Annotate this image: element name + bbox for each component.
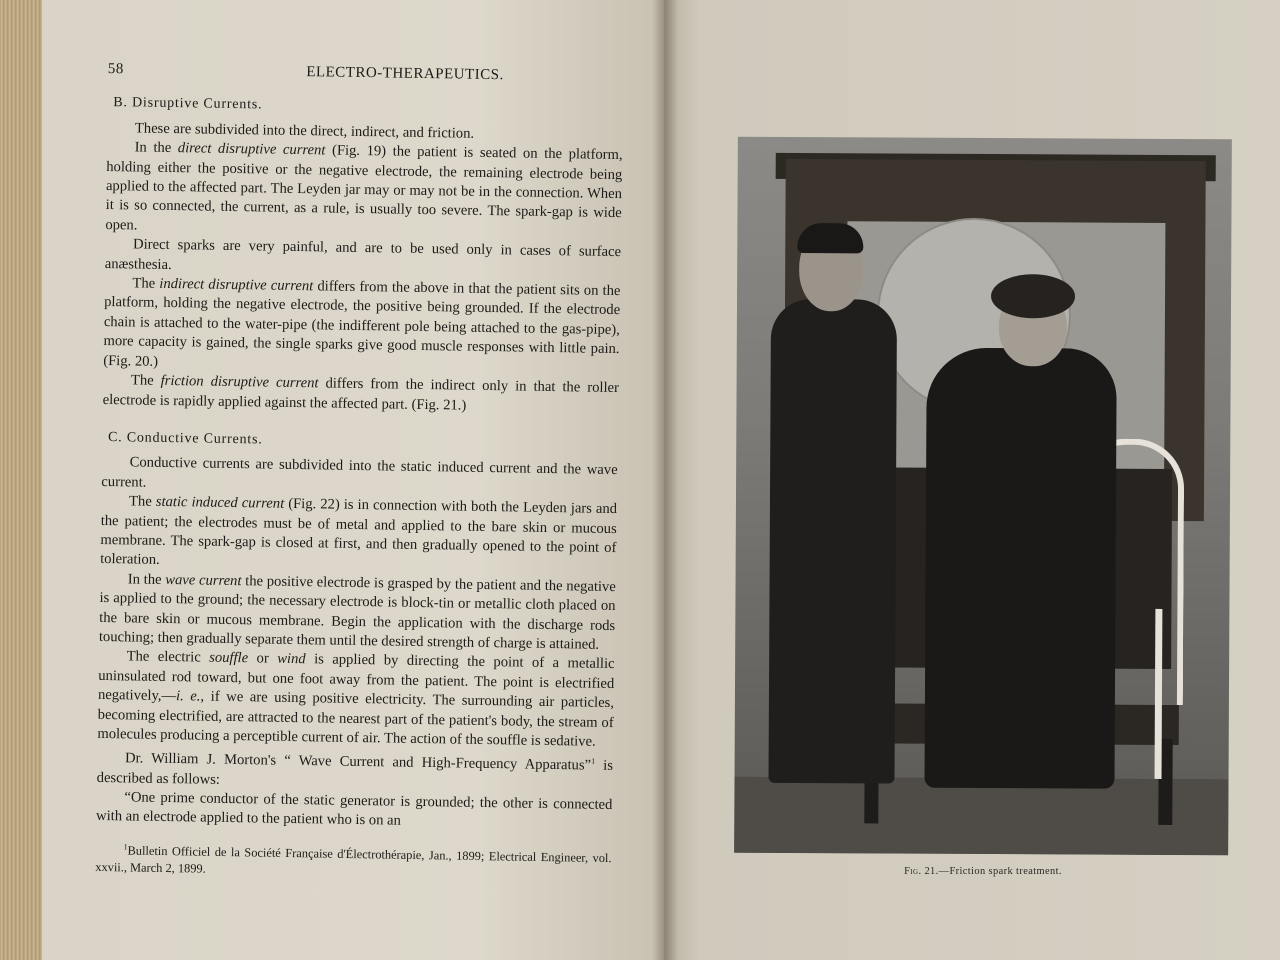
figure-caption-text: —Friction spark treatment. — [938, 866, 1062, 877]
footnote: $^1$Bulletin Officiel de la Société Française d'Électrothérapie, Jan., 1899; Electrical Engineer, vol. xxvii., March 2, 1899. — [95, 842, 612, 876]
figure-caption — [736, 866, 1230, 877]
paragraph: In the direct disruptive current (Fig. 19) the patient is seated on the platform, holding either the positive or the negative electrode, the remaining electrode being applied to the affected part. The Leyden jar may or may not be in the connection. When it is so connected, the current, as a rule, is usually too severe. The spark-gap is wide open. — [105, 139, 623, 234]
running-head-title: ELECTRO-THERAPEUTICS. — [306, 64, 504, 84]
physician-figure — [768, 299, 897, 784]
figure-21-photograph — [734, 137, 1232, 856]
paragraph: Direct sparks are very painful, and are to be used only in cases of surface anæsthesia. — [104, 236, 622, 273]
paragraph: These are subdivided into the direct, indirect, and friction. — [134, 120, 475, 142]
page-edges — [0, 0, 42, 960]
physician-hair — [797, 223, 863, 253]
paragraph: The electric souffle or wind is applied by directing the point of a metallic uninsulated rod toward, but one foot away from the patient. The point is electrified negatively,—i. e., if we are using positive electricity. The surrounding air particles, becoming electrified, are attracted to the nearest part of the patient's body, the stream of molecules producing a perceptible current of air. The action of the souffle is sedative. — [97, 648, 615, 750]
chair-leg — [1155, 609, 1163, 779]
paragraph: Dr. William J. Morton's “ Wave Current and High-Frequency Apparatus”$^1$ is described as follows: — [96, 750, 614, 788]
floor — [734, 777, 1228, 856]
section-b-body — [103, 119, 624, 418]
left-page-text — [95, 60, 624, 883]
patient-hair — [991, 274, 1075, 318]
paragraph: In the wave current the positive electrode is grasped by the patient and the negative is applied to the ground; the necessary electrode is block-tin or metallic cloth placed on the bare skin or mucous membrane. Begin the application with the discharge rods touching; then gradually separate them until the desired strength of charge is attained. — [98, 571, 616, 653]
paragraph: Conductive currents are subdivided into the static induced current and the wave current. — [101, 454, 618, 491]
page-number: 58 — [107, 60, 124, 78]
section-b-heading: B. Disruptive Currents. — [113, 95, 263, 113]
section-c-heading: C. Conductive Currents. — [107, 429, 263, 448]
section-c-body — [96, 453, 618, 835]
paragraph: The static induced current (Fig. 22) is in connection with both the Leyden jars and the patient; the electrodes must be of metal and applied to the bare skin or mucous membrane. The spark-gap is closed at first, and then gradually opened to the point of toleration. — [100, 493, 618, 569]
figure-label: Fig. 21. — [904, 866, 939, 877]
paragraph: The indirect disruptive current differs from the above in that the patient sits on the platform, holding the negative electrode, the positive being grounded. If the electrode chain is attached to the water-pipe (the indifferent pole being attached to the gas-pipe), more capacity is gained, the single sparks give good muscle responses with little pain. (Fig. 20.) — [103, 275, 621, 370]
patient-figure — [924, 348, 1116, 789]
paragraph: “One prime conductor of the static generator is grounded; the other is connected with an electrode applied to the patient who is on an — [95, 789, 613, 830]
paragraph: The friction disruptive current differs from the indirect only in that the roller electrode is rapidly applied against the affected part. (Fig. 21.) — [102, 372, 620, 414]
book-gutter — [652, 0, 678, 960]
